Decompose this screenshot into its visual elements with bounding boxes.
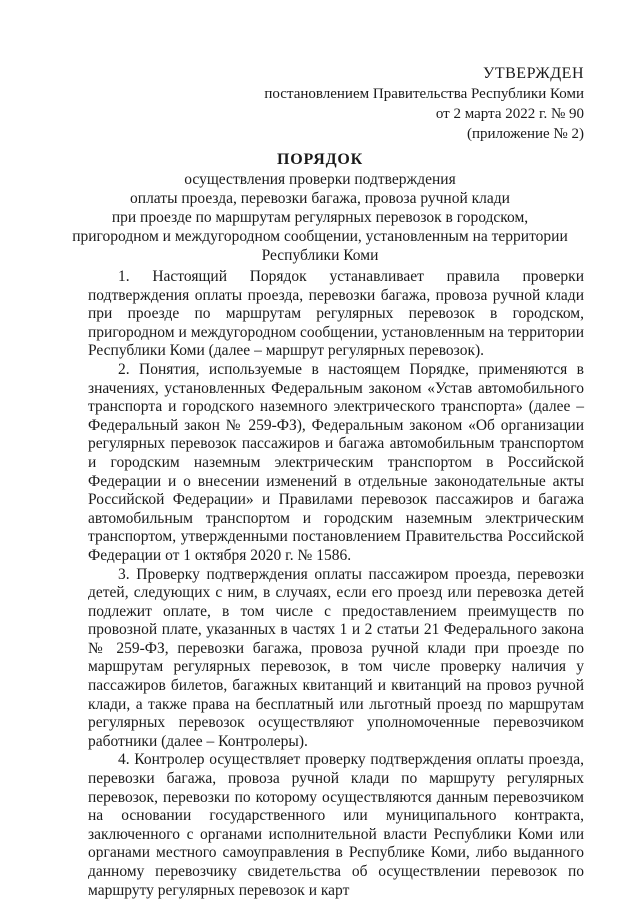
title-heading: ПОРЯДОК [276, 151, 364, 168]
approval-block [264, 64, 584, 144]
paragraph-2: 2. Понятия, используемые в настоящем Порядке, применяются в значениях, установленных Федеральным законом «Устав автомобильного транспорта и городского наземного электрического транспорта» (далее – Федеральный закон № 259-ФЗ), Федеральным законом «Об организации регулярных перевозок пассажиров и багажа автомобильным транспортом и городским наземным электрическим транспортом в Российской Федерации и о внесении изменений в отдельные законодательные акты Российской Федерации» и Правилами перевозок пассажиров и багажа автомобильным транспортом и городским наземным электрическим транспортом, утвержденными постановлением Правительства Российской Федерации от 1 октября 2020 г. № 1586. [88, 360, 584, 564]
paragraph-1: 1. Настоящий Порядок устанавливает правила проверки подтверждения оплаты проезда, перевозки багажа, провоза ручной клади при проезде по маршрутам регулярных перевозок в городском, пригородном и междугородном сообщении, установленным на территории Республики Коми (далее – маршрут регулярных перевозок). [88, 268, 584, 360]
title-line: осуществления проверки подтверждения [184, 171, 456, 188]
title-line: пригородном и междугородном сообщении, установленным на территории [72, 228, 568, 245]
title-line: Республики Коми [261, 247, 379, 264]
document-title [60, 150, 580, 265]
approval-decree: постановлением Правительства Республики Коми [264, 86, 584, 102]
title-line: оплаты проезда, перевозки багажа, провоза ручной клади [130, 190, 510, 207]
paragraph-3: 3. Проверку подтверждения оплаты пассажиром проезда, перевозки детей, следующих с ним, в случаях, если его проезд или перевозка детей подлежит оплате, в том числе с предоставлением преимуществ по провозной плате, указанных в частях 1 и 2 статьи 21 Федерального закона № 259-ФЗ, перевозки багажа, провоза ручной клади при проезде по маршрутам регулярных перевозок, в том числе проверку наличия у пассажиров билетов, багажных квитанций и квитанций на провоз ручной клади, а также права на бесплатный или льготный проезд по маршрутам регулярных перевозок осуществляют уполномоченные перевозчиком работники (далее – Контролеры). [88, 565, 584, 750]
approval-date: от 2 марта 2022 г. № 90 [435, 106, 584, 122]
approval-appendix: (приложение № 2) [466, 126, 584, 142]
title-line: при проезде по маршрутам регулярных перевозок в городском, [111, 209, 529, 226]
approval-stamp: УТВЕРЖДЕН [483, 65, 584, 82]
paragraph-4: 4. Контролер осуществляет проверку подтверждения оплаты проезда, перевозки багажа, провоза ручной клади по маршруту регулярных перевозок, перевозки по которому осуществляются данным перевозчиком на основании государственного или муниципального контракта, заключенного с органами исполнительной власти Республики Коми или органами местного самоуправления в Республике Коми, либо выданного данному перевозчику свидетельства об осуществлении перевозок по маршруту регулярных перевозок и карт [88, 751, 584, 899]
document-body [88, 268, 584, 900]
